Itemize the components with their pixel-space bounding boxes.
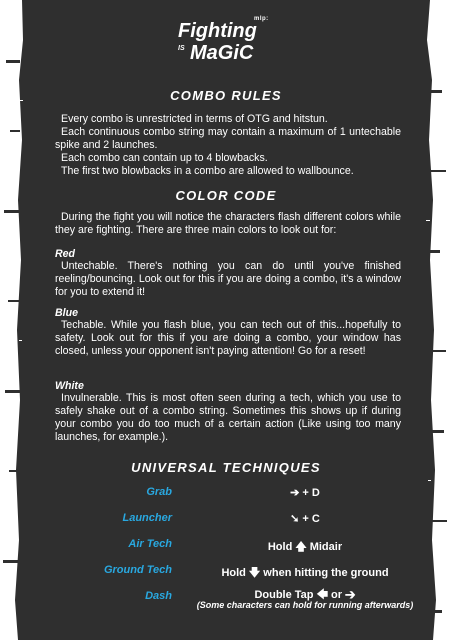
fighting-is-magic-logo xyxy=(176,16,276,70)
technique-input-dash: Double Tap 🡄 or ➔ xyxy=(254,589,356,601)
technique-label-dash: Dash xyxy=(145,590,172,602)
red-description: Untechable. There's nothing you can do until you've finished reeling/bouncing. Look out for this if you are doing a combo, it's a window for you to extend it! xyxy=(55,260,401,298)
technique-label-launcher: Launcher xyxy=(122,512,172,524)
white-title: White xyxy=(55,380,84,392)
technique-label-ground-tech: Ground Tech xyxy=(103,564,172,576)
logo-line-2: MaGiC xyxy=(190,42,254,64)
universal-techniques-heading: UNIVERSAL TECHNIQUES xyxy=(131,460,321,475)
technique-label-air-tech: Air Tech xyxy=(128,538,172,550)
technique-label-grab: Grab xyxy=(146,486,172,498)
technique-input-grab: ➔ + D xyxy=(290,487,320,499)
white-description: Invulnerable. This is most often seen during a tech, which you use to safely shake out of a combo string. Sometimes this shows up if during your combo you do too much of a certain action (Like using too many launches, for example.). xyxy=(55,392,401,443)
technique-input-ground-tech: Hold 🡇 when hitting the ground xyxy=(221,567,389,579)
blue-description: Techable. While you flash blue, you can tech out of this...hopefully to safety. Look out for this if you are doing a combo, your window has closed, unless your opponent isn't paying attention! Go for a reset! xyxy=(55,319,401,357)
color-code-intro: During the fight you will notice the characters flash different colors while they are fighting. There are three main colors to look out for: xyxy=(55,211,401,236)
blue-title: Blue xyxy=(55,307,78,319)
color-code-heading: COLOR CODE xyxy=(175,188,277,203)
combo-rule: Every combo is unrestricted in terms of OTG and hitstun. xyxy=(61,113,328,125)
logo-line-1: Fighting xyxy=(178,20,257,42)
combo-rules-heading: COMBO RULES xyxy=(170,88,282,103)
combo-rules-list xyxy=(55,113,401,178)
combo-rule: The first two blowbacks in a combo are allowed to wallbounce. xyxy=(61,165,354,177)
technique-input-launcher: ➘ + C xyxy=(290,513,320,525)
combo-rule: Each combo can contain up to 4 blowbacks. xyxy=(61,152,268,164)
logo-tag: mlp: xyxy=(254,16,269,22)
technique-note-dash: (Some characters can hold for running afterwards) xyxy=(196,600,414,610)
red-title: Red xyxy=(55,248,76,260)
logo-is: IS xyxy=(178,45,185,52)
technique-input-air-tech: Hold 🡅 Midair xyxy=(267,541,343,553)
combo-rule: Each continuous combo string may contain a maximum of 1 untechable spike and 2 launches. xyxy=(55,126,401,151)
